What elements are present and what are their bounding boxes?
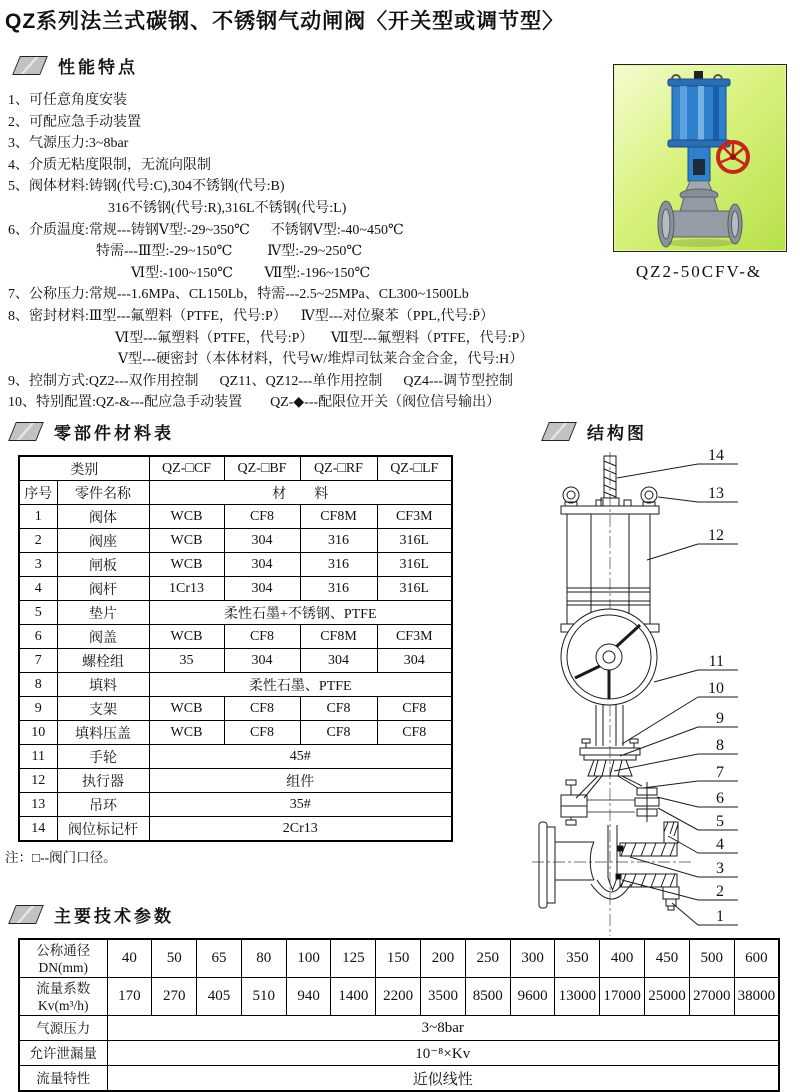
callout-label: 4: [716, 836, 724, 853]
cell: CF8: [300, 721, 377, 745]
callout-label: 3: [716, 860, 724, 877]
feature-line: 10、特别配置:QZ-&---配应急手动装置 QZ-◆---配限位开关（阀位信号输出）: [8, 395, 501, 411]
cell: 14: [19, 817, 57, 842]
cell: 1: [19, 505, 57, 529]
features-list: [8, 90, 533, 414]
parts-material-table: [18, 455, 453, 842]
table-row: [19, 1016, 779, 1041]
table-row: [19, 649, 452, 673]
cell: 手轮: [57, 745, 149, 769]
table-row: [19, 793, 452, 817]
parts-section-title: 零部件材料表: [54, 424, 174, 443]
feature-line: Ⅵ型---氟塑料（PTFE，代号:P） Ⅶ型---氟塑料（PTFE，代号:P）: [115, 330, 534, 346]
section-marker-icon: [8, 905, 44, 924]
cell: 304: [224, 529, 300, 553]
cell: CF8: [224, 697, 300, 721]
table-row: [19, 978, 779, 1016]
callout-label: 8: [716, 737, 724, 754]
features-section-header: [16, 53, 138, 78]
table-row: [19, 769, 452, 793]
cell: 2200: [376, 978, 421, 1016]
cell: WCB: [149, 625, 224, 649]
cell: 6: [19, 625, 57, 649]
product-photo-illustration: [614, 65, 786, 251]
callout-label: 12: [708, 527, 724, 544]
cell: 350: [555, 939, 600, 978]
cell: 阀位标记杆: [57, 817, 149, 842]
cell: 170: [107, 978, 152, 1016]
table-row: [19, 939, 779, 978]
cell: 13000: [555, 978, 600, 1016]
callout-label: 9: [716, 710, 724, 727]
cell: 50: [152, 939, 197, 978]
cell: 40: [107, 939, 152, 978]
cell: 17000: [600, 978, 645, 1016]
header-cell: 零件名称: [57, 481, 149, 505]
cell: 450: [645, 939, 690, 978]
cell: 3~8bar: [107, 1016, 779, 1041]
cell: 304: [300, 649, 377, 673]
cell: 螺栓组: [57, 649, 149, 673]
cell: 3500: [421, 978, 466, 1016]
table-row: [19, 529, 452, 553]
row-label: 允许泄漏量: [19, 1041, 107, 1066]
structure-diagram: [520, 448, 792, 940]
cell: 垫片: [57, 601, 149, 625]
table-row: [19, 673, 452, 697]
params-section-header: [12, 902, 174, 927]
feature-line: 4、介质无粘度限制，无流向限制: [8, 157, 211, 173]
cell: 600: [734, 939, 779, 978]
table-row: [19, 745, 452, 769]
cell: 9: [19, 697, 57, 721]
cell: 11: [19, 745, 57, 769]
table-row: [19, 817, 452, 842]
feature-line: 7、公称压力:常规---1.6MPa、CL150Lb，特需---2.5~25MPa、CL300~1500Lb: [8, 287, 469, 303]
header-cell: 类别: [19, 456, 149, 481]
cell: 执行器: [57, 769, 149, 793]
cell: 4: [19, 577, 57, 601]
feature-line: 特需---Ⅲ型:-29~150℃ Ⅳ型:-29~250℃: [96, 244, 363, 260]
cell: 100: [286, 939, 331, 978]
cell: 8500: [465, 978, 510, 1016]
cell: WCB: [149, 697, 224, 721]
cell: 10: [19, 721, 57, 745]
cell: 38000: [734, 978, 779, 1016]
cell: CF8M: [300, 505, 377, 529]
feature-line: 1、可任意角度安装: [8, 93, 127, 108]
cell: CF8: [377, 697, 452, 721]
feature-line: Ⅵ型:-100~150℃ Ⅶ型:-196~150℃: [131, 265, 371, 281]
cell: 填料压盖: [57, 721, 149, 745]
cell: 5: [19, 601, 57, 625]
callout-label: 1: [716, 908, 724, 925]
table-row: [19, 553, 452, 577]
cell: 填料: [57, 673, 149, 697]
cell: 510: [241, 978, 286, 1016]
cell: 45#: [149, 745, 452, 769]
cell: 10⁻⁸×Kv: [107, 1041, 779, 1066]
table-row: [19, 625, 452, 649]
cell: 300: [510, 939, 555, 978]
cell: 35#: [149, 793, 452, 817]
callout-label: 2: [716, 883, 724, 900]
header-cell: QZ-□CF: [149, 456, 224, 481]
header-cell: QZ-□BF: [224, 456, 300, 481]
cell: 支架: [57, 697, 149, 721]
cell: 7: [19, 649, 57, 673]
cell: 80: [241, 939, 286, 978]
params-section-title: 主要技术参数: [54, 907, 174, 926]
section-marker-icon: [12, 56, 48, 75]
cell: 65: [197, 939, 242, 978]
cell: 250: [465, 939, 510, 978]
label-line: 流量系数: [36, 980, 91, 996]
cell: 304: [224, 577, 300, 601]
table-row: [19, 577, 452, 601]
cell: CF8: [300, 697, 377, 721]
cell: 270: [152, 978, 197, 1016]
cell: 阀座: [57, 529, 149, 553]
cell: 2Cr13: [149, 817, 452, 842]
row-label: [19, 939, 107, 978]
cell: 316L: [377, 577, 452, 601]
cell: 304: [377, 649, 452, 673]
feature-line: 9、控制方式:QZ2---双作用控制 QZ11、QZ12---单作用控制 QZ4---调节型控制: [8, 373, 513, 389]
cell: 125: [331, 939, 376, 978]
table-row: [19, 721, 452, 745]
cell: 940: [286, 978, 331, 1016]
features-section-title: 性能特点: [58, 58, 138, 77]
table-row: [19, 456, 452, 481]
table-row: [19, 481, 452, 505]
callout-label: 5: [716, 813, 724, 830]
cell: 8: [19, 673, 57, 697]
cell: 9600: [510, 978, 555, 1016]
cell: WCB: [149, 553, 224, 577]
cell: CF3M: [377, 625, 452, 649]
feature-line: 5、阀体材料:铸钢(代号:C),304不锈钢(代号:B): [8, 179, 285, 195]
product-model-caption: QZ2-50CFV-&: [635, 262, 763, 281]
cell: 316L: [377, 553, 452, 577]
label-line: DN(mm): [38, 959, 88, 975]
cell: CF8: [224, 721, 300, 745]
cell: 阀盖: [57, 625, 149, 649]
callout-label: 6: [716, 790, 724, 807]
product-photo: [613, 64, 787, 252]
cell: 13: [19, 793, 57, 817]
feature-line: 6、介质温度:常规---铸钢Ⅴ型:-29~350℃ 不锈钢Ⅴ型:-40~450℃: [8, 222, 404, 238]
row-label: 流量特性: [19, 1066, 107, 1092]
diagram-section-title: 结构图: [587, 424, 647, 443]
cell: 3: [19, 553, 57, 577]
callout-label: 14: [708, 448, 724, 464]
cell: WCB: [149, 721, 224, 745]
feature-line: Ⅴ型---硬密封（本体材料，代号W/堆焊司钛莱合金合金，代号:H）: [118, 352, 524, 368]
row-label: 气源压力: [19, 1016, 107, 1041]
cell: 304: [224, 553, 300, 577]
feature-line: 3、气源压力:3~8bar: [8, 136, 129, 152]
table-row: [19, 1066, 779, 1092]
section-marker-icon: [8, 422, 44, 441]
cell: 阀杆: [57, 577, 149, 601]
cell: 500: [689, 939, 734, 978]
cell: 400: [600, 939, 645, 978]
section-marker-icon: [541, 422, 577, 441]
callout-label: 13: [708, 485, 724, 502]
header-cell: 材 料: [149, 481, 452, 505]
cell: CF8: [224, 625, 300, 649]
cell: 27000: [689, 978, 734, 1016]
cell: 304: [224, 649, 300, 673]
cell: 25000: [645, 978, 690, 1016]
feature-line: 316不锈钢(代号:R),316L不锈钢(代号:L): [108, 200, 347, 216]
table-row: [19, 697, 452, 721]
cell: 闸板: [57, 553, 149, 577]
table-row: [19, 1041, 779, 1066]
feature-line: 8、密封材料:Ⅲ型---氟塑料（PTFE，代号:P） Ⅳ型---对位聚苯（PPL,代号:P̄）: [8, 308, 494, 324]
cell: 1400: [331, 978, 376, 1016]
cell: CF8M: [300, 625, 377, 649]
cell: WCB: [149, 505, 224, 529]
cell: 吊环: [57, 793, 149, 817]
cell: 柔性石墨、PTFE: [149, 673, 452, 697]
header-cell: 序号: [19, 481, 57, 505]
cell: 150: [376, 939, 421, 978]
row-label: [19, 978, 107, 1016]
cell: 组件: [149, 769, 452, 793]
cell: CF8: [377, 721, 452, 745]
cell: 柔性石墨+不锈钢、PTFE: [149, 601, 452, 625]
cell: 316: [300, 529, 377, 553]
label-line: 公称通径: [36, 942, 91, 958]
cell: 316L: [377, 529, 452, 553]
cell: CF3M: [377, 505, 452, 529]
diagram-section-header: [545, 419, 647, 444]
cell: 316: [300, 553, 377, 577]
cell: 2: [19, 529, 57, 553]
cell: 1Cr13: [149, 577, 224, 601]
header-cell: QZ-□RF: [300, 456, 377, 481]
cell: 12: [19, 769, 57, 793]
page-title: QZ系列法兰式碳钢、不锈钢气动闸阀〈开关型或调节型〉: [5, 10, 565, 33]
cell: 阀体: [57, 505, 149, 529]
feature-line: 2、可配应急手动装置: [8, 114, 141, 130]
parts-section-header: [12, 419, 174, 444]
table-note: 注：□--阀门口径。: [5, 850, 117, 865]
callout-label: 11: [708, 653, 724, 670]
header-cell: QZ-□LF: [377, 456, 452, 481]
label-line: Kv(m³/h): [37, 997, 89, 1013]
cell: 405: [197, 978, 242, 1016]
technical-params-table: [18, 938, 780, 1092]
cell: 200: [421, 939, 466, 978]
table-row: [19, 505, 452, 529]
cell: WCB: [149, 529, 224, 553]
cell: 316: [300, 577, 377, 601]
handwheel-icon: [718, 142, 748, 172]
cell: 近似线性: [107, 1066, 779, 1092]
callout-label: 7: [716, 764, 724, 781]
cell: CF8: [224, 505, 300, 529]
cell: 35: [149, 649, 224, 673]
table-row: [19, 601, 452, 625]
callout-label: 10: [708, 680, 724, 697]
